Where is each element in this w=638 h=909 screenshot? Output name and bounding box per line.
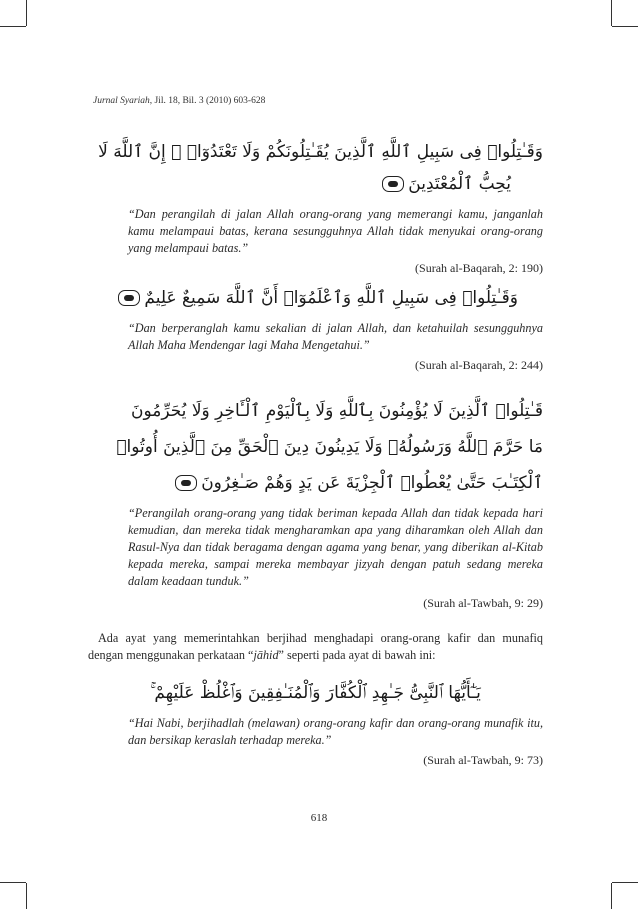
running-head [93, 96, 265, 106]
translation-text: “Perangilah orang-orang yang tidak beriman kepada Allah dan tidak kepada hari kemudian, dan mereka tidak mengharamkan apa yang diharamkan oleh Allah dan Rasul-Nya dan tidak beragama dengan agama yang benar, yang diberikan al-Kitab kepada mereka, sampai mereka membayar jizyah dengan patuh sedang mereka dalam keadaan tunduk.” [128, 506, 543, 588]
arabic-line-wrapper [88, 465, 543, 501]
journal-title: Jurnal Syariah [93, 96, 150, 106]
crop-mark [611, 883, 612, 909]
paragraph-text: ” seperti pada ayat di bawah ini: [278, 648, 436, 662]
crop-mark [611, 0, 612, 26]
translation-text: “Dan perangilah di jalan Allah orang-orang yang memerangi kamu, janganlah kamu melampaui batas, kerana sesungguhnya Allah tidak menyukai orang-orang yang melampaui batas.” [128, 207, 543, 255]
crop-mark [0, 882, 26, 883]
surah-reference: (Surah al-Tawbah, 9: 29) [423, 596, 543, 610]
crop-mark [0, 26, 26, 27]
verse-block-3 [88, 393, 543, 611]
ayah-end-marker [175, 475, 197, 491]
crop-mark [26, 0, 27, 26]
paragraph-emphasis: jāhid [253, 648, 279, 662]
arabic-line-wrapper [88, 282, 543, 314]
arabic-line: وَقَـٰتِلُوا۟ فِى سَبِيلِ ٱللَّهِ ٱلَّذِينَ يُقَـٰتِلُونَكُمْ وَلَا تَعْتَدُوٓا۟ ۚ إِنَّ ٱللَّهَ لَا [98, 142, 543, 162]
ayah-end-marker [118, 290, 140, 306]
surah-reference: (Surah al-Baqarah, 2: 244) [415, 358, 543, 372]
ayah-end-marker [382, 176, 404, 192]
page-number: 618 [310, 812, 328, 824]
arabic-line: مَا حَرَّمَ ٱللَّهُ وَرَسُولُهُۥ وَلَا يَدِينُونَ دِينَ ٱلْحَقِّ مِنَ ٱلَّذِينَ أُوتُوا۟ [116, 437, 543, 457]
surah-reference: (Surah al-Baqarah, 2: 190) [415, 261, 543, 275]
journal-details: , Jil. 18, Bil. 3 (2010) 603-628 [149, 96, 266, 106]
crop-mark [26, 883, 27, 909]
surah-reference: (Surah al-Tawbah, 9: 73) [423, 753, 543, 767]
arabic-line: يَـٰٓأَيُّهَا ٱلنَّبِىُّ جَـٰهِدِ ٱلْكُفَّارَ وَٱلْمُنَـٰفِقِينَ وَٱغْلُظْ عَلَيْهِمْ ۚ [150, 683, 481, 703]
translation-text: “Dan berperanglah kamu sekalian di jalan Allah, dan ketahuilah sesungguhnya Allah Maha Mendengar lagi Maha Mengetahui.” [128, 321, 543, 352]
arabic-line-wrapper [88, 168, 543, 200]
arabic-line: قَـٰتِلُوا۟ ٱلَّذِينَ لَا يُؤْمِنُونَ بِٱللَّهِ وَلَا بِٱلْيَوْمِ ٱلْـَٔاخِرِ وَلَا يُحَرِّمُونَ [130, 401, 543, 421]
crop-mark [612, 26, 638, 27]
crop-mark [612, 882, 638, 883]
arabic-line: ٱلْكِتَـٰبَ حَتَّىٰ يُعْطُوا۟ ٱلْجِزْيَةَ عَن يَدٍ وَهُمْ صَـٰغِرُونَ [201, 473, 543, 493]
verse-block-2 [88, 282, 543, 373]
translation-text: “Hai Nabi, berjihadlah (melawan) orang-orang kafir dan orang-orang munafik itu, dan bersikap keraslah terhadap mereka.” [128, 716, 543, 747]
body-paragraph [88, 630, 543, 664]
arabic-line: يُحِبُّ ٱلْمُعْتَدِينَ [408, 174, 511, 194]
arabic-line: وَقَـٰتِلُوا۟ فِى سَبِيلِ ٱللَّهِ وَٱعْلَمُوٓا۟ أَنَّ ٱللَّهَ سَمِيعٌ عَلِيمٌ [144, 288, 518, 308]
verse-block-1 [88, 136, 543, 276]
verse-block-4 [88, 677, 543, 768]
paragraph-text: Ada ayat yang memerintahkan berjihad menghadapi orang-orang kafir dan munafiq dengan menggunakan perkataan “ [88, 631, 543, 662]
